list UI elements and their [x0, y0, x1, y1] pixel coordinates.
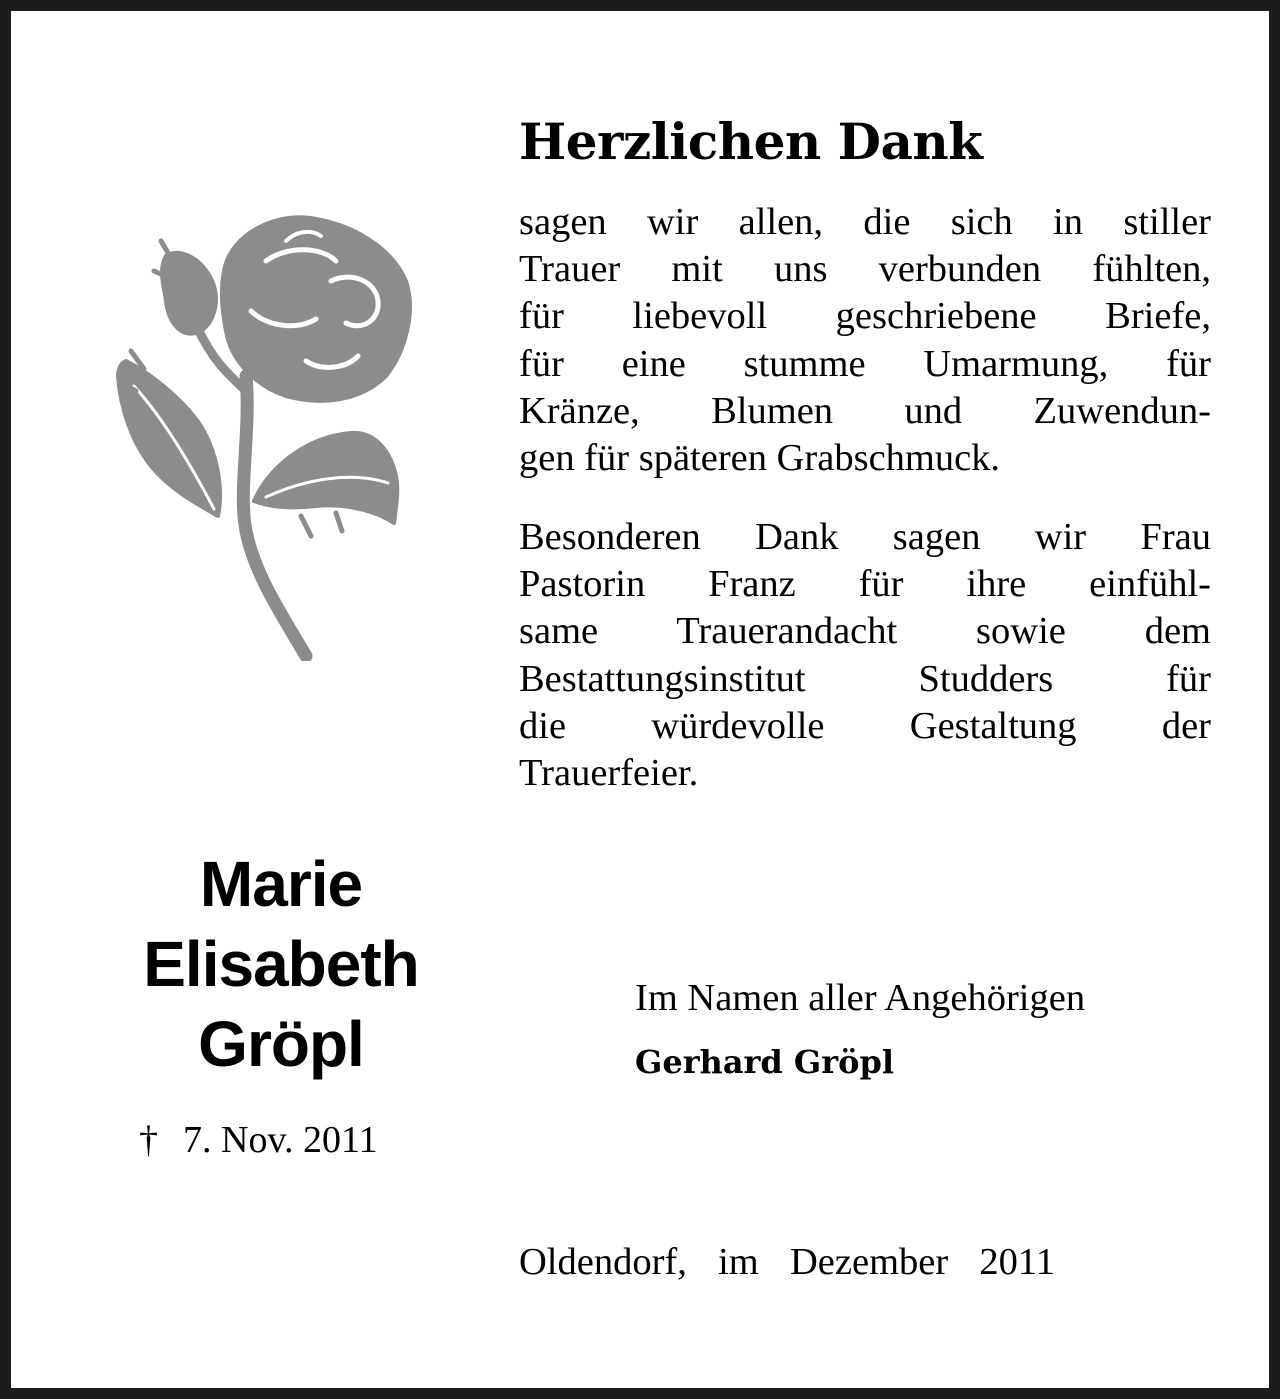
thanks-paragraph: [519, 199, 1211, 482]
name-line-middle: Elisabeth: [143, 928, 419, 1000]
paragraph-line: same Trauerandacht sowie dem: [519, 610, 1211, 653]
paragraph-line: für liebevoll geschriebene Briefe,: [519, 295, 1211, 338]
paragraph-line: Bestattungsinstitut Studders für: [519, 657, 1211, 700]
signer-name: Gerhard Gröpl: [635, 1043, 894, 1081]
paragraph-line: Trauerfeier.: [519, 751, 699, 794]
name-line-last: Gröpl: [198, 1008, 364, 1080]
place-and-date: Oldendorf, im Dezember 2011: [519, 1241, 1055, 1283]
paragraph-line: Pastorin Franz für ihre einfühl-: [519, 563, 1211, 606]
notice-heading: Herzlichen Dank: [519, 112, 983, 171]
paragraph-line: sagen wir allen, die sich in stiller: [519, 201, 1211, 243]
special-thanks-paragraph: [519, 514, 1211, 797]
on-behalf-text: Im Namen aller Angehörigen: [635, 977, 1086, 1019]
paragraph-line: für eine stumme Umarmung, für: [519, 342, 1211, 385]
paragraph-line: die würdevolle Gestaltung der: [519, 704, 1211, 747]
rose-icon: [106, 201, 416, 661]
paragraph-line: Besonderen Dank sagen wir Frau: [519, 516, 1211, 558]
paragraph-line: Kränze, Blumen und Zuwendun-: [519, 389, 1211, 432]
death-date-line: [139, 1115, 459, 1165]
death-date: 7. Nov. 2011: [183, 1119, 378, 1161]
deceased-name: [71, 844, 491, 1084]
paragraph-line: Trauer mit uns verbunden fühlten,: [519, 248, 1211, 291]
paragraph-line: gen für späteren Grabschmuck.: [519, 436, 1001, 479]
name-line-first: Marie: [199, 848, 363, 920]
cross-icon: †: [139, 1119, 158, 1161]
